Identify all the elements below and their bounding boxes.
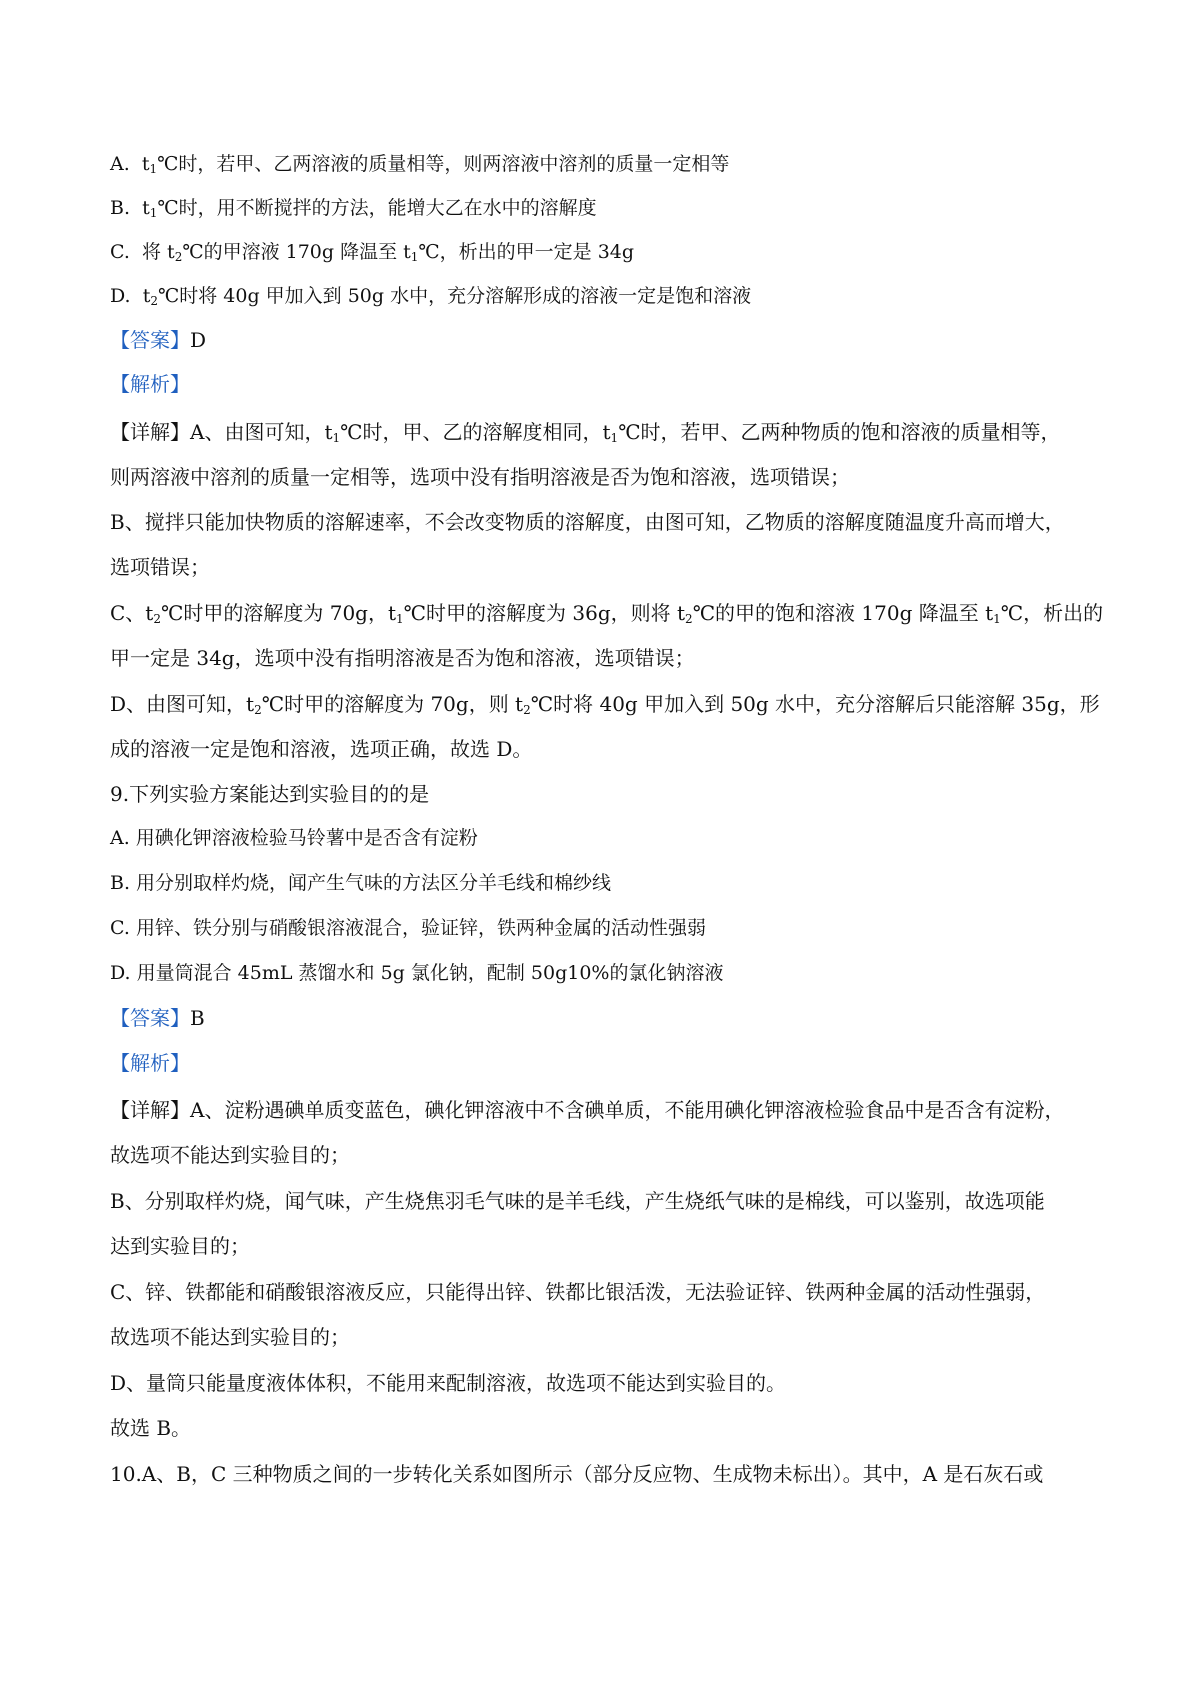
- text-part: ℃时将 40g 甲加入到 50g 水中，充分溶解形成的溶液一定是饱和溶液: [157, 285, 752, 307]
- q9-detail-c-line2: 故选项不能达到实验目的；: [110, 1325, 350, 1349]
- subscript: 1: [610, 431, 619, 445]
- q9-detail-d-line1: D、量筒只能量度液体体积，不能用来配制溶液，故选项不能达到实验目的。: [110, 1371, 787, 1395]
- q9-option-b: B. 用分别取样灼烧，闻产生气味的方法区分羊毛线和棉纱线: [110, 872, 612, 894]
- q8-detail-a-line2: 则两溶液中溶剂的质量一定相等，选项中没有指明溶液是否为饱和溶液，选项错误；: [110, 465, 850, 489]
- q9-detail-b-line1: B、分别取样灼烧，闻气味，产生烧焦羽毛气味的是羊毛线，产生烧纸气味的是棉线，可以鉴别，故选项能: [110, 1189, 1045, 1213]
- subscript: 2: [153, 612, 161, 626]
- q9-detail-b-line2: 达到实验目的；: [110, 1234, 250, 1258]
- subscript: 2: [523, 703, 531, 717]
- answer-label: 【答案】: [110, 328, 190, 352]
- q9-detail-c-line1: C、锌、铁都能和硝酸银溶液反应，只能得出锌、铁都比银活泼，无法验证锌、铁两种金属的活动性强弱，: [110, 1280, 1046, 1304]
- q8-option-c: [110, 238, 1100, 266]
- subscript: 1: [410, 250, 419, 264]
- subscript: 2: [254, 703, 262, 717]
- text-part: A、淀粉遇碘单质变蓝色，碘化钾溶液中不含碘单质，不能用碘化钾溶液检验食品中是否含有淀粉，: [190, 1098, 1065, 1122]
- option-letter: C.: [110, 241, 130, 263]
- text-part: ℃时，用不断搅拌的方法，能增大乙在水中的溶解度: [157, 197, 597, 219]
- option-letter: B.: [110, 197, 131, 219]
- subscript: 2: [685, 612, 693, 626]
- text-part: ℃，析出的: [1000, 601, 1104, 625]
- text-part: ℃的甲的饱和溶液 170g 降温至 t: [692, 601, 994, 625]
- text-part: ℃的甲溶液 170g 降温至 t: [182, 241, 411, 263]
- q9-stem: 9.下列实验方案能达到实验目的的是: [110, 782, 430, 806]
- text-part: D、由图可知，t: [110, 692, 255, 716]
- subscript: 1: [149, 206, 158, 220]
- subscript: 1: [396, 612, 404, 626]
- text-part: ℃时甲的溶解度为 36g，则将 t: [403, 601, 686, 625]
- q8-option-d: [110, 282, 1100, 310]
- text-part: t: [141, 153, 150, 175]
- text-part: A、由图可知，t: [190, 420, 333, 444]
- q8-detail-b-line1: B、搅拌只能加快物质的溶解速率，不会改变物质的溶解度，由图可知，乙物质的溶解度随温度升高而增大，: [110, 510, 1065, 534]
- detail-label: 【详解】: [110, 1098, 190, 1122]
- answer-value: D: [190, 328, 207, 352]
- text-part: t: [142, 197, 150, 219]
- subscript: 2: [174, 250, 183, 264]
- text-part: ℃时，若甲、乙两种物质的饱和溶液的质量相等，: [618, 420, 1061, 444]
- subscript: 1: [993, 612, 1001, 626]
- q8-analysis-label: 【解析】: [110, 372, 190, 396]
- q9-option-a: A. 用碘化钾溶液检验马铃薯中是否含有淀粉: [110, 827, 478, 849]
- q9-detail-a-line2: 故选项不能达到实验目的；: [110, 1143, 350, 1167]
- q9-option-d: D. 用量筒混合 45mL 蒸馏水和 5g 氯化钠，配制 50g10%的氯化钠溶液: [110, 962, 724, 984]
- q8-answer: [110, 326, 1100, 354]
- answer-value: B: [190, 1006, 205, 1030]
- q8-detail-b-line2: 选项错误；: [110, 555, 210, 579]
- q8-detail-c-line1: [110, 599, 1104, 627]
- subscript: 1: [332, 431, 341, 445]
- q9-conclusion: 故选 B。: [110, 1416, 192, 1440]
- subscript: 2: [150, 294, 158, 308]
- q8-detail-c-line2: 甲一定是 34g，选项中没有指明溶液是否为饱和溶液，选项错误；: [110, 646, 695, 670]
- q9-option-c: C. 用锌、铁分别与硝酸银溶液混合，验证锌，铁两种金属的活动性强弱: [110, 917, 706, 939]
- text-part: t: [142, 285, 151, 307]
- subscript: 1: [149, 162, 158, 176]
- q8-detail-a-line1: [110, 418, 1100, 446]
- text-part: ℃时将 40g 甲加入到 50g 水中，充分溶解后只能溶解 35g，形: [530, 692, 1100, 716]
- q10-stem: 10.A、B，C 三种物质之间的一步转化关系如图所示（部分反应物、生成物未标出）。其中，A 是石灰石或: [110, 1462, 1044, 1486]
- q9-detail-a-line1: [110, 1096, 1100, 1124]
- q8-option-a: [110, 150, 1100, 178]
- detail-label: 【详解】: [110, 420, 190, 444]
- text-part: 将 t: [142, 241, 175, 263]
- q8-option-b: [110, 194, 1100, 222]
- q8-detail-d-line2: 成的溶液一定是饱和溶液，选项正确，故选 D。: [110, 737, 533, 761]
- q9-analysis-label: 【解析】: [110, 1051, 190, 1075]
- option-letter: D.: [110, 285, 131, 307]
- text-part: ℃时甲的溶解度为 70g，则 t: [261, 692, 524, 716]
- text-part: ℃时甲的溶解度为 70g，t: [160, 601, 397, 625]
- text-part: ℃时，若甲、乙两溶液的质量相等，则两溶液中溶剂的质量一定相等: [157, 153, 730, 175]
- q9-answer: [110, 1004, 1100, 1032]
- text-part: ℃，析出的甲一定是 34g: [418, 241, 635, 263]
- text-part: ℃时，甲、乙的溶解度相同，t: [340, 420, 611, 444]
- text-part: C、t: [110, 601, 154, 625]
- answer-label: 【答案】: [110, 1006, 190, 1030]
- q8-detail-d-line1: [110, 690, 1100, 718]
- option-letter: A.: [110, 153, 130, 175]
